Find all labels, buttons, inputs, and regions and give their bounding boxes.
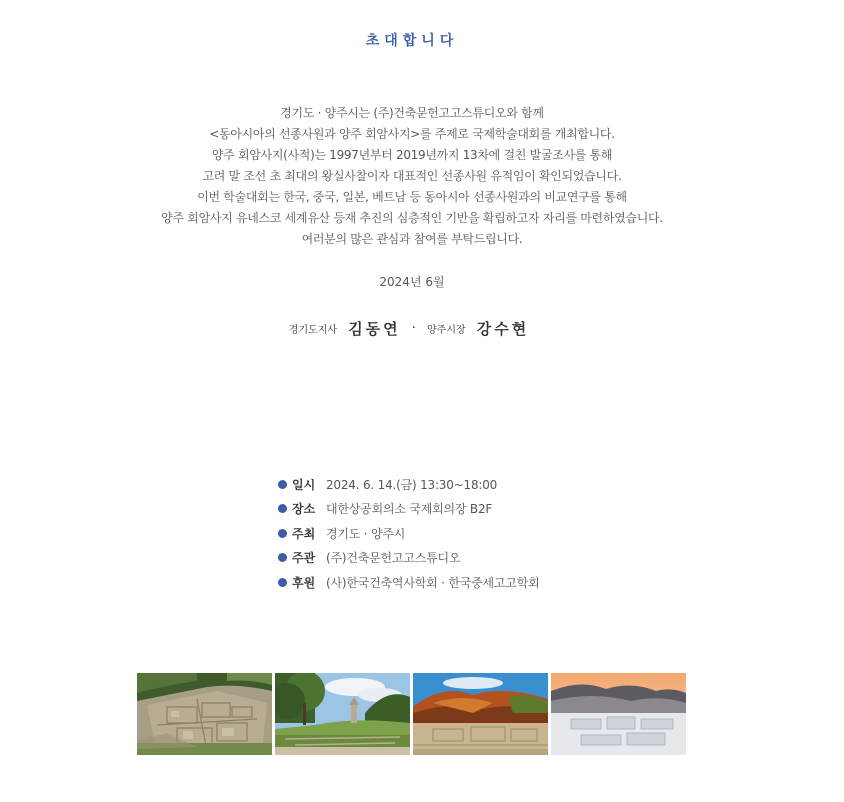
signer-role-governor: 경기도지사 [288, 325, 338, 336]
signer-separator: · [411, 321, 416, 336]
info-value: 2024. 6. 14.(금) 13:30~18:00 [326, 477, 498, 492]
winter-site-photo [551, 673, 686, 755]
intro-line: <동아시아의 선종사원과 양주 회암사지>를 주제로 국제학술대회를 개최합니다. [209, 127, 615, 141]
intro-line: 고려 말 조선 초 최대의 왕실사찰이자 대표적인 선종사원 유적임이 확인되었습니다. [202, 169, 622, 183]
aerial-ruins-photo [137, 673, 272, 755]
info-row-organizer [278, 546, 539, 571]
bullet-icon [278, 529, 287, 538]
info-label: 주관 [292, 551, 316, 566]
intro-line: 경기도 · 양주시는 (주)건축문헌고고스튜디오와 함께 [280, 106, 544, 120]
info-value: (주)건축문헌고고스튜디오 [326, 551, 461, 566]
bullet-icon [278, 578, 287, 587]
info-row-host [278, 521, 539, 546]
info-label: 주최 [292, 526, 316, 541]
page-title: 초대합니다 [365, 33, 459, 49]
bullet-icon [278, 553, 287, 562]
info-row-datetime [278, 472, 539, 497]
bullet-icon [278, 480, 287, 489]
intro-line: 여러분의 많은 관심과 참여를 부탁드립니다. [301, 232, 523, 246]
signer-role-mayor: 양주시장 [427, 325, 466, 336]
signer-name-governor: 김동연 [348, 320, 401, 338]
invitation-date: 2024년 6월 [379, 275, 445, 289]
intro-text [0, 103, 824, 250]
intro-line: 양주 회암사지(사적)는 1997년부터 2019년까지 13차에 걸친 발굴조사를 통해 [211, 148, 613, 162]
signers [0, 318, 824, 339]
summer-site-photo [275, 673, 410, 755]
info-row-venue [278, 497, 539, 522]
photo-strip [137, 673, 686, 755]
info-value: (사)한국건축역사학회 · 한국중세고고학회 [326, 575, 540, 590]
signer-name-mayor: 강수현 [476, 320, 530, 338]
bullet-icon [278, 504, 287, 513]
info-value: 경기도 · 양주시 [326, 526, 406, 541]
intro-line: 양주 회암사지 유네스코 세계유산 등재 추진의 심층적인 기반을 확립하고자 자리를 마련하였습니다. [161, 211, 663, 225]
event-info-list [278, 472, 539, 595]
intro-line: 이번 학술대회는 한국, 중국, 일본, 베트남 등 동아시아 선종사원과의 비교연구를 통해 [197, 190, 627, 204]
info-value: 대한상공회의소 국제회의장 B2F [326, 502, 493, 517]
autumn-site-photo [413, 673, 548, 755]
info-label: 일시 [292, 477, 316, 492]
info-label: 후원 [292, 575, 316, 590]
info-row-sponsor [278, 570, 539, 595]
info-label: 장소 [292, 502, 316, 517]
